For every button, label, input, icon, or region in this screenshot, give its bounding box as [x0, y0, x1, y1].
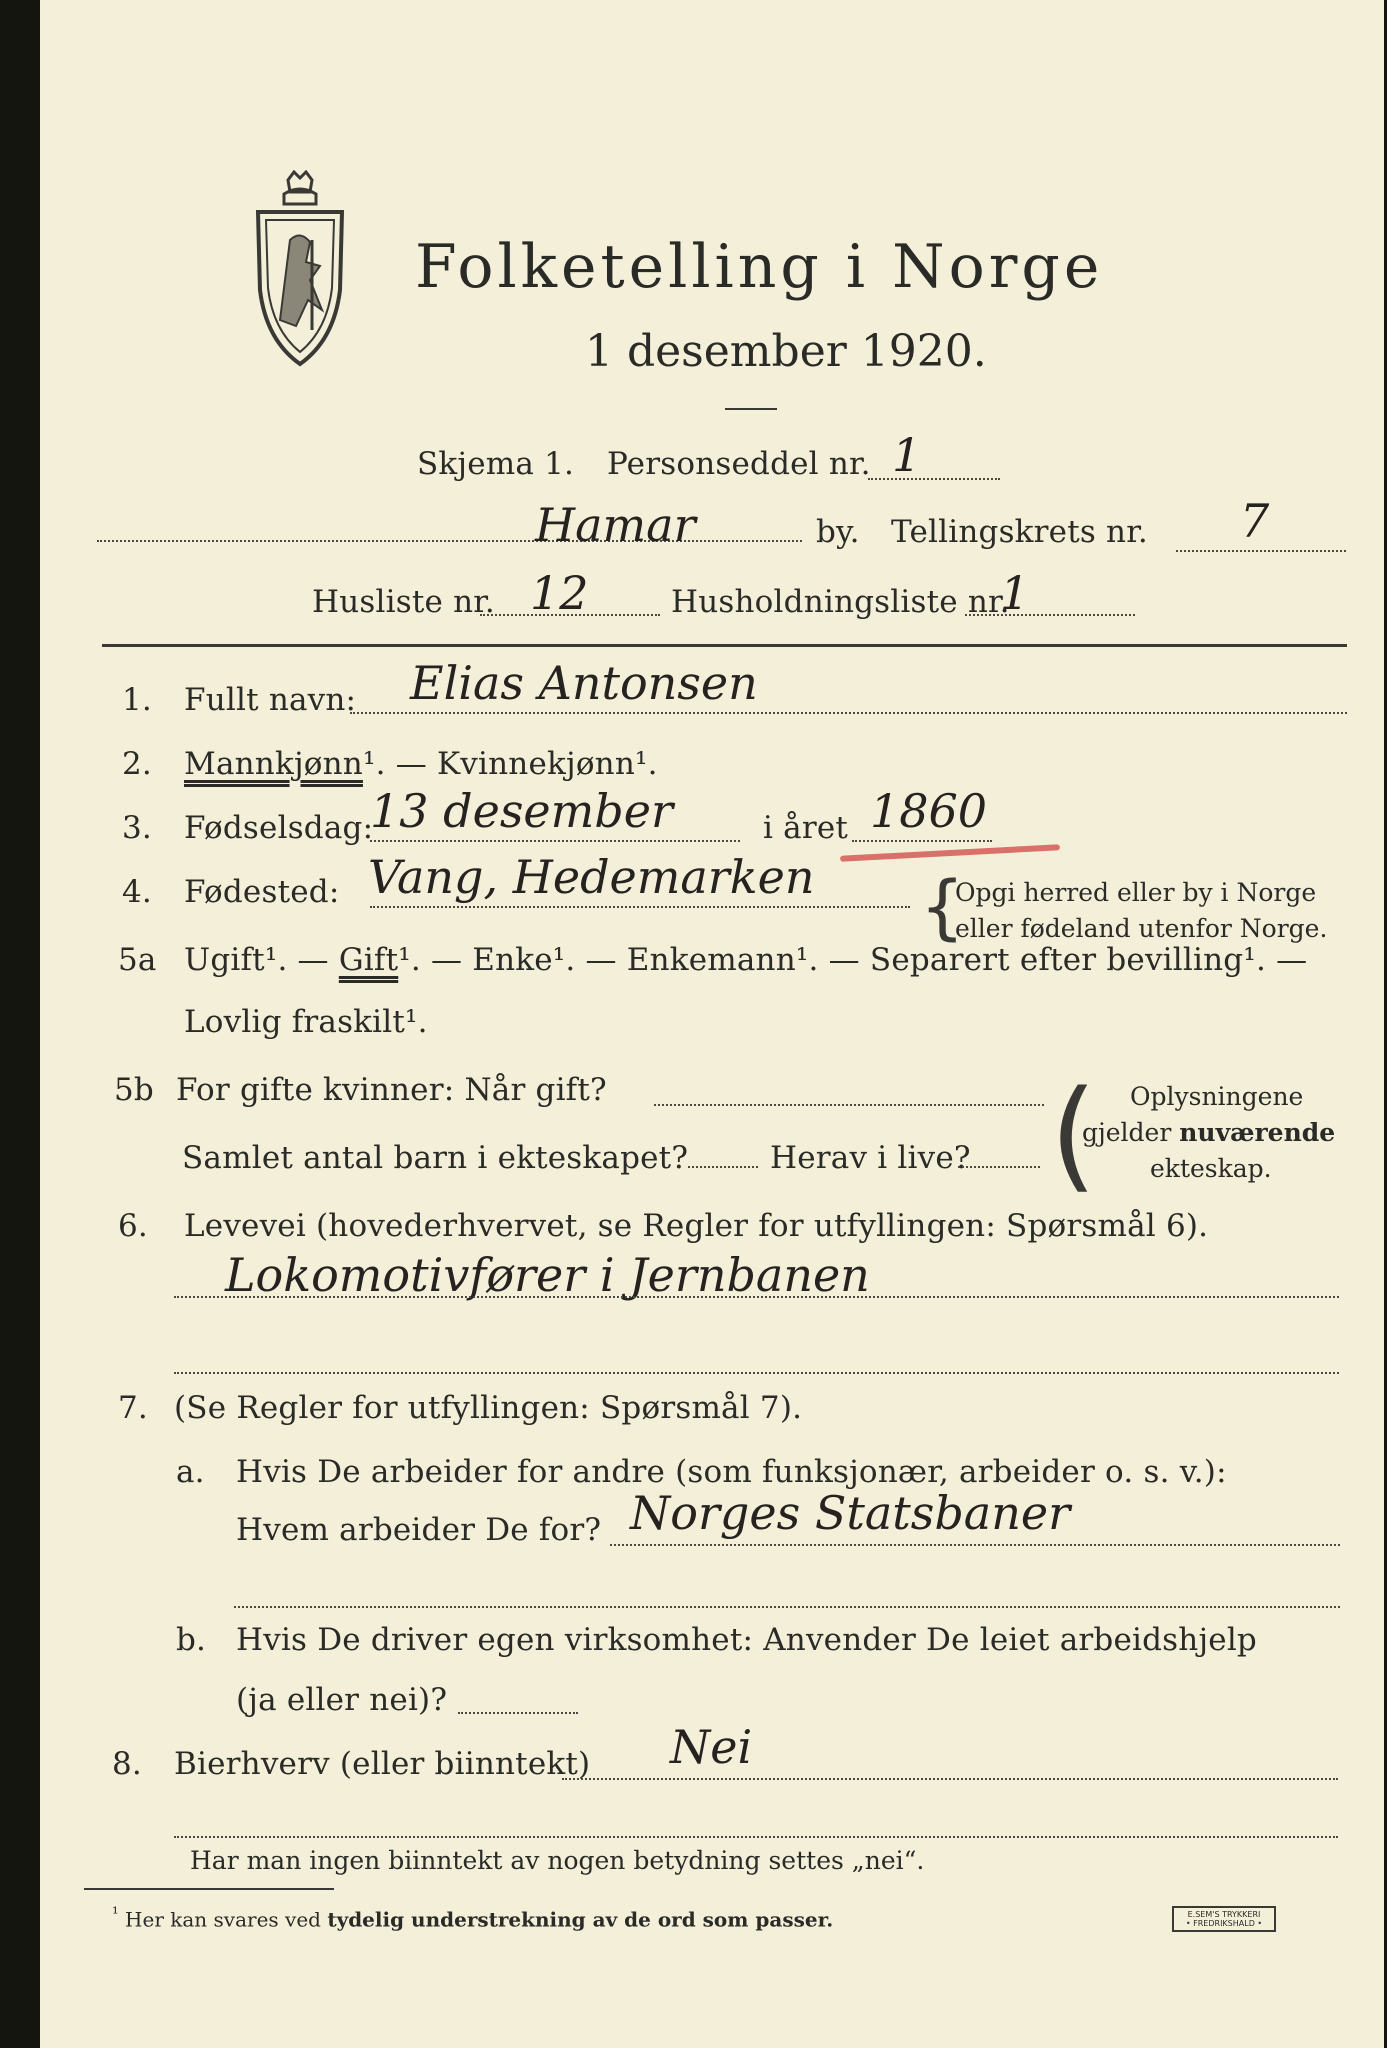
q3-number: 3.	[122, 810, 152, 846]
by-label: by.	[816, 514, 860, 550]
q3-label: Fødselsdag:	[184, 810, 374, 846]
personseddel-value: 1	[892, 428, 922, 482]
by-line	[97, 540, 802, 542]
footnote-text-a: Her kan svares ved	[125, 1907, 321, 1932]
q4-note-line1: Opgi herred eller by i Norge	[955, 878, 1317, 907]
footnote-mark: ¹	[112, 1904, 119, 1923]
q7a-line-b	[234, 1606, 1340, 1608]
q6-line2	[174, 1372, 1339, 1374]
q5b-alive-line	[958, 1166, 1040, 1168]
q7a-line1: Hvis De arbeider for andre (som funksjonær, arbeider o. s. v.):	[236, 1454, 1227, 1490]
q4-value: Vang, Hedemarken	[368, 850, 815, 904]
q8-value: Nei	[670, 1720, 753, 1774]
q5b-note-line1: Oplysningene	[1130, 1082, 1304, 1111]
q5b-note-current: nuværende	[1179, 1118, 1336, 1147]
form-date: 1 desember 1920.	[585, 326, 987, 377]
q7a-letter: a.	[176, 1454, 205, 1490]
q2-number: 2.	[122, 746, 152, 782]
footnote-text-b: tydelig understrekning av de ord som passer.	[327, 1907, 834, 1932]
q5a-ugift-option: Ugift¹. —	[184, 942, 329, 978]
q6-line1	[174, 1296, 1339, 1298]
q1-line	[350, 712, 1347, 714]
husholdningsliste-value: 1	[1000, 566, 1030, 620]
q3-line	[370, 840, 740, 842]
q5a-gift-option: Gift	[338, 942, 399, 978]
q5a-other-options: ¹. — Enke¹. — Enkemann¹. — Separert efter bevilling¹. —	[398, 942, 1308, 978]
q5b-children-line	[688, 1166, 758, 1168]
printer-stamp	[1172, 1906, 1276, 1932]
q4-brace: {	[920, 866, 965, 948]
q8-line-a	[562, 1778, 1338, 1780]
printer-stamp-line2: • FREDRIKSHALD •	[1185, 1919, 1263, 1928]
q5a-options	[184, 942, 1307, 978]
q4-label: Fødested:	[184, 874, 340, 910]
q3-year-line	[852, 840, 992, 842]
q5b-note-line3: ekteskap.	[1150, 1154, 1272, 1183]
q7b-line1: Hvis De driver egen virksomhet: Anvender De leiet arbeidshjelp	[236, 1622, 1257, 1658]
q5a-number: 5a	[118, 942, 157, 978]
q5b-married-line	[654, 1104, 1044, 1106]
q1-value: Elias Antonsen	[410, 656, 758, 710]
q2-separator: ¹. —	[362, 746, 437, 782]
q2-options	[184, 746, 658, 782]
q5b-note-gjelder: gjelder	[1082, 1118, 1172, 1147]
q6-number: 6.	[118, 1208, 148, 1244]
title-divider	[725, 408, 777, 410]
tellingskrets-value: 7	[1240, 494, 1270, 548]
q4-line	[370, 906, 910, 908]
q1-number: 1.	[122, 682, 152, 718]
husliste-value: 12	[530, 566, 589, 620]
q7b-line	[458, 1712, 578, 1714]
husliste-line	[480, 614, 660, 616]
personseddel-line	[868, 478, 1000, 480]
q8-number: 8.	[112, 1746, 142, 1782]
q7a-line2: Hvem arbeider De for?	[236, 1512, 602, 1548]
q1-label: Fullt navn:	[184, 682, 357, 718]
q5b-alive-label: Herav i live?	[770, 1140, 971, 1176]
census-form-page	[40, 0, 1384, 2048]
norway-coat-of-arms-icon	[250, 170, 350, 370]
q8-note: Har man ingen biinntekt av nogen betydning settes „nei“.	[190, 1846, 925, 1875]
footnote-separator	[84, 1888, 334, 1890]
skjema-label: Skjema 1.	[417, 446, 575, 482]
q6-label: Levevei (hovederhvervet, se Regler for utfyllingen: Spørsmål 6).	[184, 1208, 1209, 1244]
q5a-line2: Lovlig fraskilt¹.	[184, 1004, 428, 1040]
q7a-line-a	[610, 1544, 1340, 1546]
by-value: Hamar	[535, 498, 696, 552]
q5b-label: For gifte kvinner: Når gift?	[176, 1072, 607, 1108]
q2-female-option: Kvinnekjønn¹.	[436, 746, 658, 782]
red-pencil-mark	[840, 844, 1060, 862]
q3-value: 13 desember	[370, 784, 673, 838]
q6-value: Lokomotivfører i Jernbanen	[225, 1248, 870, 1302]
q5b-number: 5b	[114, 1072, 154, 1108]
form-title: Folketelling i Norge	[415, 232, 1104, 302]
husholdningsliste-label: Husholdningsliste nr.	[671, 584, 1010, 620]
tellingskrets-line	[1176, 550, 1346, 552]
printer-stamp-line1: E.SEM'S TRYKKERI	[1187, 1910, 1261, 1919]
footnote	[112, 1904, 833, 1932]
q4-note-line2: eller fødeland utenfor Norge.	[955, 914, 1328, 943]
personseddel-label: Personseddel nr.	[607, 446, 871, 482]
husliste-label: Husliste nr.	[312, 584, 495, 620]
q4-number: 4.	[122, 874, 152, 910]
q7-number: 7.	[118, 1390, 148, 1426]
q3-year-value: 1860	[870, 784, 988, 838]
q5b-children-label: Samlet antal barn i ekteskapet?	[182, 1140, 689, 1176]
q7-label: (Se Regler for utfyllingen: Spørsmål 7).	[174, 1390, 803, 1426]
q8-line-b	[174, 1836, 1338, 1838]
header-separator	[102, 644, 1347, 647]
q7b-line2: (ja eller nei)?	[236, 1682, 448, 1718]
q5b-note-line2	[1082, 1118, 1335, 1147]
q5b-brace: (	[1050, 1066, 1097, 1205]
husholdningsliste-line	[965, 614, 1135, 616]
q2-male-option: Mannkjønn	[184, 746, 363, 782]
q7a-value: Norges Statsbaner	[630, 1486, 1071, 1540]
q8-label: Bierhverv (eller biinntekt)	[174, 1746, 591, 1782]
q7b-letter: b.	[176, 1622, 207, 1658]
q3-year-label: i året	[763, 810, 849, 846]
tellingskrets-label: Tellingskrets nr.	[891, 514, 1148, 550]
